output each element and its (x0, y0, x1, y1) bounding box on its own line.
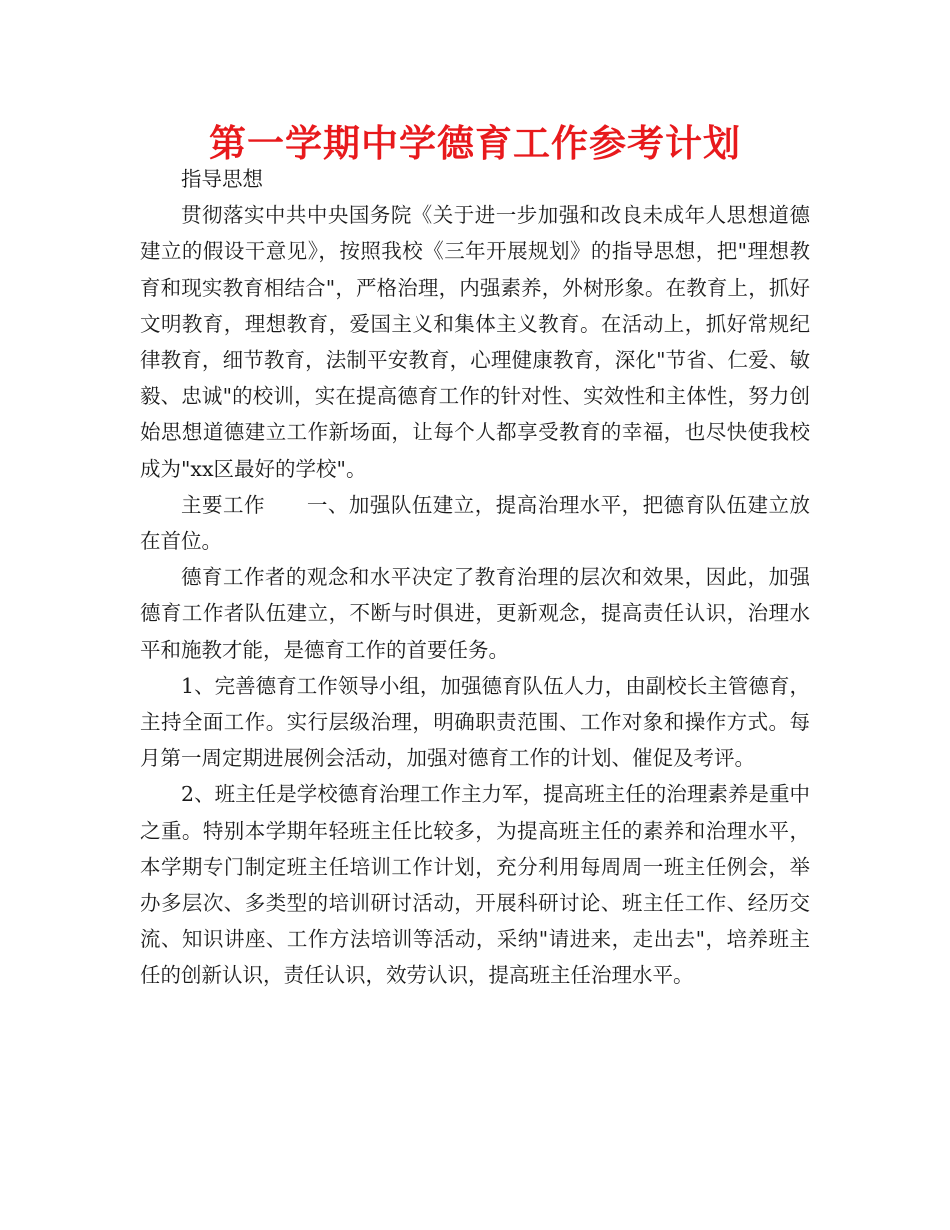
document-title: 第一学期中学德育工作参考计划 (209, 122, 741, 165)
paragraph-item-1: 1、完善德育工作领导小组，加强德育队伍人力，由副校长主管德育，主持全面工作。实行层级治理，明确职责范围、工作对象和操作方式。每月第一周定期进展例会活动，加强对德育工作的计划、催促及考评。 (140, 673, 810, 771)
paragraph-item-2: 2、班主任是学校德育治理工作主力军，提高班主任的治理素养是重中之重。特别本学期年轻班主任比较多，为提高班主任的素养和治理水平，本学期专门制定班主任培训工作计划，充分利用每周周一班主任例会，举办多层次、多类型的培训研讨活动，开展科研讨论、班主任工作、经历交流、知识讲座、工作方法培训等活动，采纳"请进来，走出去"，培养班主任的创新认识，责任认识，效劳认识，提高班主任治理水平。 (140, 782, 810, 988)
paragraph-guiding-ideology: 贯彻落实中共中央国务院《关于进一步加强和改良未成年人思想道德建立的假设干意见》，按照我校《三年开展规划》的指导思想，把"理想教育和现实教育相结合"，严格治理，内强素养，外树形象。在教育上，抓好文明教育，理想教育，爱国主义和集体主义教育。在活动上，抓好常规纪律教育，细节教育，法制平安教育，心理健康教育，深化"节省、仁爱、敏毅、忠诚"的校训，实在提高德育工作的针对性、实效性和主体性，努力创始思想道德建立工作新场面，让每个人都享受教育的幸福，也尽快使我校成为"xx区最好的学校"。 (140, 203, 810, 481)
document-body (140, 161, 810, 994)
section-heading-guiding-ideology: 指导思想 (181, 167, 263, 191)
section-heading-main-work: 主要工作 一、加强队伍建立，提高治理水平，把德育队伍建立放在首位。 (140, 492, 810, 554)
paragraph-team-building: 德育工作者的观念和水平决定了教育治理的层次和效果，因此，加强德育工作者队伍建立，不断与时俱进，更新观念，提高责任认识，治理水平和施教才能，是德育工作的首要任务。 (140, 565, 810, 662)
